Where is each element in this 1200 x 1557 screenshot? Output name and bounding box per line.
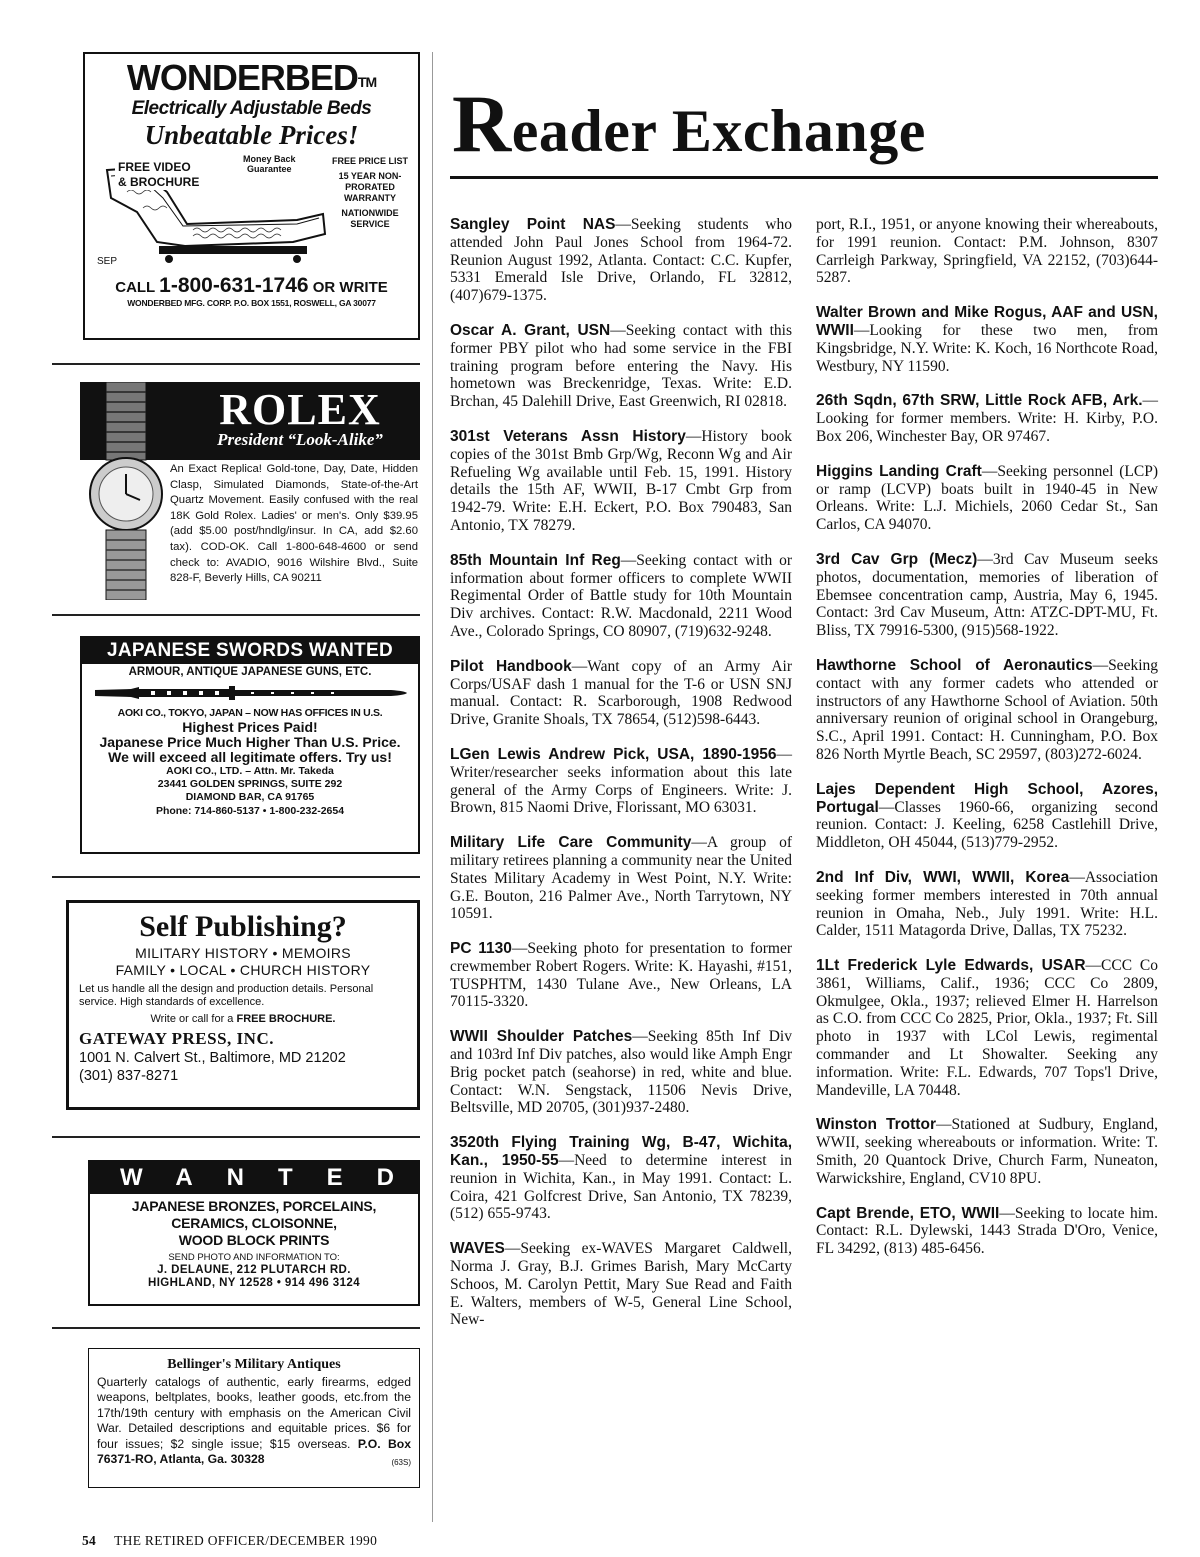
list-item: WAVES—Seeking ex-WAVES Margaret Caldwell, Norma J. Gray, B.J. Grimes Barish, Mary McCarty Schoos, M. Carolyn Pettit, Mary Sue Read and Faith E. Walters, members of W-5, General Line School, New- — [450, 1240, 792, 1329]
column-rule — [432, 52, 433, 1522]
watch-illustration — [84, 382, 168, 600]
money-back-label: Money Back Guarantee — [243, 154, 296, 174]
selfpub-categories: MILITARY HISTORY • MEMOIRS — [135, 945, 351, 961]
wonderbed-ad — [83, 52, 420, 340]
wonderbed-address: WONDERBED MFG. CORP. P.O. BOX 1551, ROSWELL, GA 30077 — [127, 298, 376, 308]
column-right — [816, 216, 1158, 1275]
bellinger-text: Quarterly catalogs of authentic, early firearms, edged weapons, beltplates, books, leather goods, etc.from the 17th/19th century with emphasis on the American Civil War. Detailed descriptions and equitable prices. $6 for four issues; $2 single issue; $15 overseas. P.O. Box 76371-RO, Atlanta, Ga. 30328 (63S) — [97, 1375, 411, 1468]
gateway-press-address: 1001 N. Calvert St., Baltimore, MD 21202 — [79, 1050, 346, 1066]
swords-line: Japanese Price Much Higher Than U.S. Price. — [99, 734, 401, 750]
divider — [52, 876, 420, 878]
swords-line: AOKI CO., LTD. – Attn. Mr. Takeda — [166, 765, 334, 777]
free-video-label: FREE VIDEO & BROCHURE — [115, 160, 202, 190]
wonderbed-prices: Unbeatable Prices! — [144, 120, 359, 150]
selfpub-description: Let us handle all the design and production details. Personal service. High standards of excellence. — [79, 983, 374, 1008]
list-item: Oscar A. Grant, USN—Seeking contact with this former PBY pilot who had some service in the FBI training program before entering the Navy. His hometown was Breckenridge, Texas. Write: E.D. Brchan, 45 Dalehill Drive, East Greenwich, RI 02818. — [450, 321, 792, 411]
bellinger-title: Bellinger's Military Antiques — [167, 1357, 341, 1372]
list-item: WWII Shoulder Patches—Seeking 85th Inf Div and 103rd Inf Div patches, also would like Amph Engr Brig pocket patch (seahorse) in red, white and blue. Contact: W.N. Sengstack, 11506 Nevis Drive, Beltsville, MD 20705, (301)937-2480. — [450, 1028, 792, 1117]
wanted-items: JAPANESE BRONZES, PORCELAINS, CERAMICS, CLOISONNE, WOOD BLOCK PRINTS — [131, 1198, 377, 1248]
list-item: Walter Brown and Mike Rogus, AAF and USN, WWII—Looking for these two men, from Kingsbridge, N.Y. Write: K. Koch, 16 Northcote Road, Westbury, NY 11590. — [816, 304, 1158, 375]
title-rule — [450, 176, 1158, 179]
list-item-continued: port, R.I., 1951, or anyone knowing their whereabouts, for 1991 reunion. Contact: P.M. Johnson, 8307 Carrleigh Parkway, Springfield, VA 22152, (703)644-5287. — [816, 216, 1158, 287]
self-publishing-ad — [66, 900, 420, 1110]
divider — [52, 1327, 420, 1329]
divider — [52, 614, 420, 616]
list-item: 301st Veterans Assn History—History book copies of the 301st Bmb Grp/Wg, Reconn Wg and Air Refueling Wg available until Feb. 15, 1991. History details the 15th AF, WWII, B-17 Cmbt Grp from 1942-79. Write: E.H. Eckert, P.O. Box 790483, San Antonio, TX 78279. — [450, 427, 793, 534]
swords-phone: Phone: 714-860-5137 • 1-800-232-2654 — [155, 805, 345, 817]
selfpub-categories: FAMILY • LOCAL • CHURCH HISTORY — [115, 962, 371, 978]
list-item: 3520th Flying Training Wg, B-47, Wichita, Kan., 1950-55—Need to determine interest in reunion in Wichita, Kan., in May 1991. Contact: L. Coira, 421 Golfcrest Drive, San Antonio, TX 78239, (512) 655-9743. — [450, 1134, 792, 1223]
wonderbed-subtitle: Electrically Adjustable Beds — [131, 98, 372, 119]
list-item: 26th Sqdn, 67th SRW, Little Rock AFB, Ark.—Looking for former members. Write: H. Kirby, P.O. Box 206, Winchester Bay, OR 97467. — [816, 392, 1158, 445]
list-item: Higgins Landing Craft—Seeking personnel (LCP) or ramp (LCVP) boats built in 1940-45 in New Orleans. Write: L.J. Michiels, 2060 Cedar St., San Carlos, CA 94070. — [816, 462, 1158, 534]
wonderbed-features: FREE PRICE LIST 15 YEAR NON-PRORATED WARRANTY NATIONWIDE SERVICE — [331, 156, 408, 229]
list-item: Sangley Point NAS—Seeking students who attended John Paul Jones School from 1964-72. Reunion August 1992, Atlanta. Contact: C.C. Kupfer, 5331 Emerald Isle Drive, Orlando, FL 32812, (407)679-1375. — [450, 216, 792, 305]
swords-subheader: ARMOUR, ANTIQUE JAPANESE GUNS, ETC. — [128, 666, 372, 678]
page-footer: 54 THE RETIRED OFFICER/DECEMBER 1990 — [82, 1533, 378, 1548]
rolex-subtitle: President “Look-Alike” — [217, 430, 383, 449]
swords-header: JAPANESE SWORDS WANTED — [82, 638, 418, 664]
list-item: 2nd Inf Div, WWI, WWII, Korea—Association seeking former members interested in 70th annual reunion in Omaha, Neb., July 1991. Write: H.L. Calder, 1511 Matagorda Drive, Dallas, TX 75232. — [816, 868, 1158, 940]
divider — [52, 363, 420, 365]
rolex-text: An Exact Replica! Gold-tone, Day, Date, Hidden Clasp, Simulated Diamonds, State-of-the-Art Quartz Movement. Easily confused with the real 18K Gold Rolex. Ladies' or men's. Only $39.95 (add $5.00 post/hndlg/insur. In CA, add $2.60 tax). COD-OK. Call 1-800-648-4600 or send check to: AVADIO, 9016 Wilshire Blvd., Suite 828-F, Beverly Hills, CA 90211 — [170, 463, 418, 585]
list-item: 3rd Cav Grp (Mecz)—3rd Cav Museum seeks photos, documentation, memories of liberation of Ebemsee concentration camp, Austria, May 6, 1945. Contact: 3rd Cav Museum, Attn: ATZC-DPT-MU, Ft. Bliss, TX 79916-5300, (915)568-1922. — [816, 550, 1158, 640]
swords-line: AOKI CO., TOKYO, JAPAN – NOW HAS OFFICES IN U.S. — [117, 707, 383, 719]
swords-line: We will exceed all legitimate offers. Try us! — [108, 749, 392, 765]
rolex-title: ROLEX — [219, 385, 381, 434]
swords-line: 23441 GOLDEN SPRINGS, SUITE 292 — [157, 778, 343, 790]
list-item: Capt Brende, ETO, WWII—Seeking to locate him. Contact: R.L. Dylewski, 1443 Strada D'Oro, Venice, FL 34292, (813) 485-6456. — [816, 1204, 1158, 1258]
divider — [52, 1136, 420, 1138]
sep-label: SEP — [97, 256, 118, 267]
list-item: Pilot Handbook—Want copy of an Army Air Corps/USAF dash 1 manual for the T-6 or USN SNJ manual. Contact: R. Scarborough, 1908 Redwood Drive, Granite Shoals, TX 78654, (512)598-6443. — [450, 657, 793, 729]
list-item: Military Life Care Community—A group of military retirees planning a community near the United States Military Academy in West Point, N.Y. Write: G.E. Bouton, 216 Palmer Ave., North Tarrytown, NY 10591. — [450, 834, 792, 923]
column-left — [450, 216, 792, 1346]
page-title: Reader Exchange — [452, 78, 926, 169]
wanted-send: SEND PHOTO AND INFORMATION TO: — [168, 1252, 340, 1263]
list-item: PC 1130—Seeking photo for presentation to former crewmember Robert Rogers. Write: K. Hayashi, #151, TUSPHTM, 1430 Tulane Ave., New Orleans, LA 70115-3320. — [450, 940, 792, 1011]
gateway-press-phone: (301) 837-8271 — [79, 1068, 179, 1084]
wanted-ad — [88, 1160, 428, 1306]
japanese-swords-ad — [80, 636, 420, 854]
swords-line: DIAMOND BAR, CA 91765 — [185, 791, 315, 803]
rolex-ad — [80, 382, 420, 600]
wanted-header: WANTED — [90, 1162, 418, 1194]
sword-illustration — [91, 686, 409, 700]
selfpub-title: Self Publishing? — [139, 910, 347, 943]
list-item: Lajes Dependent High School, Azores, Portugal—Classes 1960-66, organizing second reunion. Contact: J. Keeling, 6258 Castlehill Drive, Middleton, OH 45044, (513)779-2952. — [816, 780, 1158, 852]
list-item: Winston Trottor—Stationed at Sudbury, England, WWII, seeking whereabouts or information. Write: T. Smith, 20 Quantock Drive, Church Farm, Nuneaton, Warwickshire, England, CV10 8PU. — [816, 1116, 1159, 1187]
list-item: 1Lt Frederick Lyle Edwards, USAR—CCC Co 3861, Williams, Calif., 1936; CCC Co 2809, Okmulgee, Okla., 1937; relieved Elmer H. Harrelson as C.O. from CCC Co 2825, Prior, Okla., 1937; Ft. Sill photo in 1937 with LCol Lewis, regimental commander and Lt Showalter. Seeking any information. Write: F.L. Edwards, 707 Tops'l Drive, Mandeville, LA 70448. — [816, 957, 1158, 1099]
wanted-address: J. DELAUNE, 212 PLUTARCH RD. — [157, 1264, 351, 1276]
list-item: Hawthorne School of Aeronautics—Seeking contact with any former cadets who attended or instructors of any Hawthorne School of Aviation. 50th anniversary reunion of original school in Orangeburg, S.C., April 1991. Contact: H. Cunningham, P.O. Box 826 North Myrtle Beach, SC 29597, (803)272-6024. — [816, 656, 1158, 763]
selfpub-write: Write or call for a FREE BROCHURE. — [150, 1013, 336, 1025]
gateway-press-name: GATEWAY PRESS, INC. — [79, 1029, 274, 1048]
wonderbed-title: WONDERBED™ — [126, 57, 377, 98]
swords-line: Highest Prices Paid! — [182, 719, 318, 735]
wonderbed-call: CALL 1-800-631-1746 OR WRITE — [115, 274, 388, 297]
wanted-address: HIGHLAND, NY 12528 • 914 496 3124 — [148, 1277, 360, 1289]
bellinger-ad — [88, 1348, 420, 1488]
list-item: 85th Mountain Inf Reg—Seeking contact with or information about former officers to complete WWII Regimental Order of Battle study for 10th Mountain Div archives. Contact: R.W. Macdonald, 2211 Wood Ave., Colorado Springs, CO 80907, (719)632-9248. — [450, 551, 792, 640]
list-item: LGen Lewis Andrew Pick, USA, 1890-1956—Writer/researcher seeks information about this late general of the Army Corps of Engineers. Write: J. Brown, 815 Naomi Drive, Florissant, MO 63031. — [450, 745, 792, 817]
